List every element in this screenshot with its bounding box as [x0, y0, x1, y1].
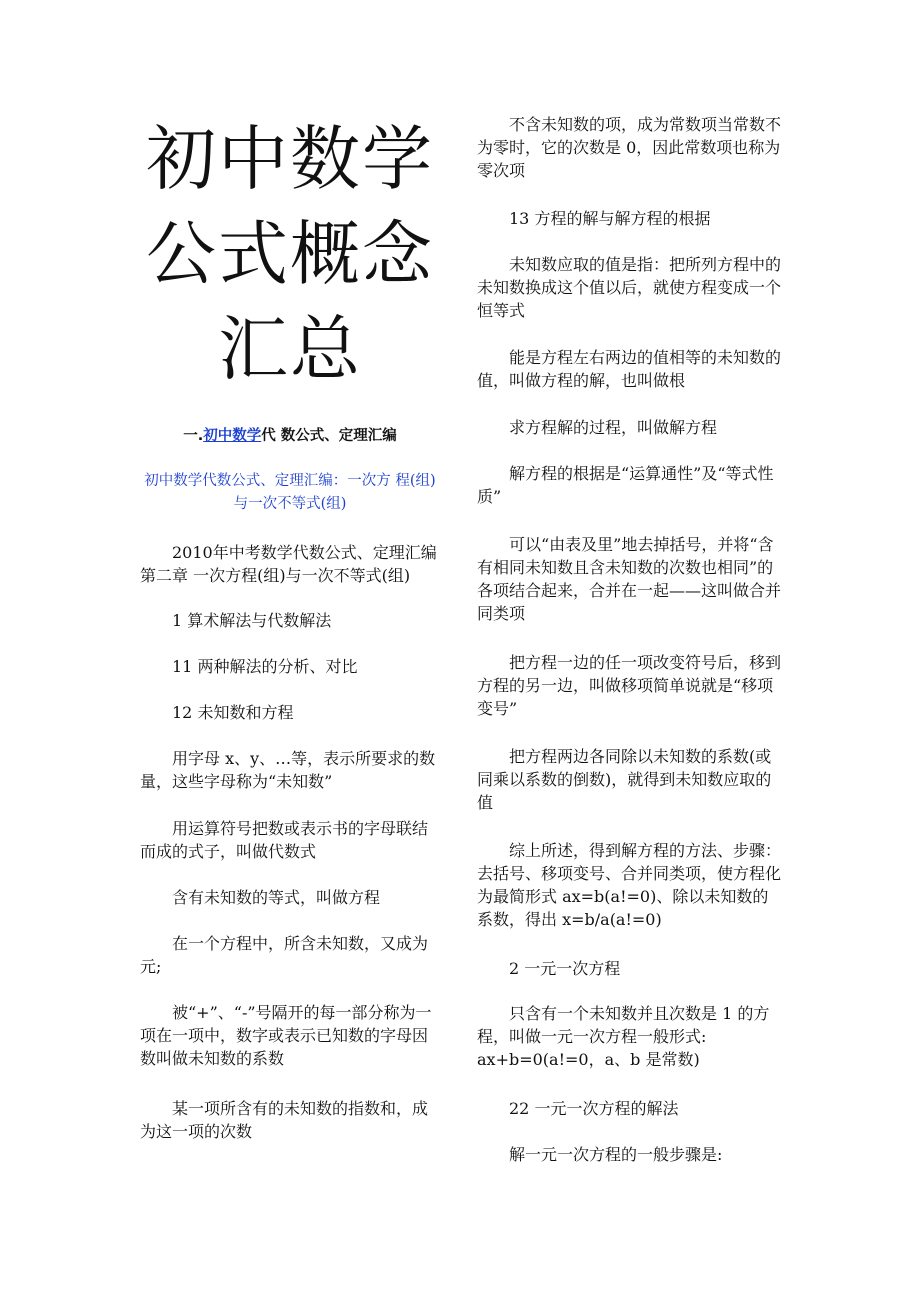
- right-paragraph: 13 方程的解与解方程的根据: [509, 209, 711, 228]
- section-heading-link[interactable]: 初中数学: [203, 428, 262, 444]
- left-paragraph: 1 算术解法与代数解法: [172, 611, 332, 630]
- document-title: [140, 112, 440, 397]
- right-paragraph: 不含未知数的项，成为常数项当常数不为零时，它的次数是 0，因此常数项也称为零次项: [477, 115, 782, 180]
- right-paragraph: 解一元一次方程的一般步骤是:: [509, 1145, 723, 1164]
- right-paragraph: 未知数应取的值是指：把所列方程中的未知数换成这个值以后，就使方程变成一个恒等式: [477, 255, 782, 320]
- left-paragraph: 用运算符号把数或表示书的字母联结而成的式子，叫做代数式: [140, 819, 429, 861]
- left-paragraph: 2010年中考数学代数公式、定理汇编第二章 一次方程(组)与一次不等式(组): [140, 543, 437, 585]
- title-line-2: 公式概念: [146, 213, 434, 295]
- left-paragraph: 被“+”、“-”号隔开的每一部分称为一项在一项中，数字或表示已知数的字母因数叫做未知数的系数: [140, 1003, 432, 1068]
- left-paragraph: 用字母 x、y、…等，表示所要求的数量，这些字母称为“未知数”: [140, 749, 436, 791]
- section-heading-suffix: 代 数公式、定理汇编: [261, 428, 397, 444]
- right-paragraph: 把方程两边各同除以未知数的系数(或同乘以系数的倒数)，就得到未知数应取的值: [477, 747, 772, 812]
- section-subtitle: 初中数学代数公式、定理汇编：一次方 程(组)与一次不等式(组): [144, 473, 436, 512]
- title-line-3: 汇总: [218, 308, 362, 390]
- right-paragraph: 可以“由表及里”地去掉括号，并将“含有相同未知数且含未知数的次数也相同”的各项结合起来，合并在一起——这叫做合并同类项: [477, 535, 782, 623]
- right-paragraph: 解方程的根据是“运算通性”及“等式性质”: [477, 464, 774, 506]
- right-paragraph: 求方程解的过程，叫做解方程: [509, 418, 718, 437]
- left-paragraph: 某一项所含有的未知数的指数和，成为这一项的次数: [140, 1099, 429, 1141]
- right-paragraph: 2 一元一次方程: [509, 959, 621, 978]
- left-paragraph: 含有未知数的等式，叫做方程: [172, 888, 381, 907]
- section-heading: [140, 424, 440, 445]
- left-paragraph: 11 两种解法的分析、对比: [172, 657, 358, 676]
- title-line-1: 初中数学: [146, 118, 434, 200]
- right-paragraph: 只含有一个未知数并且次数是 1 的方程，叫做一元一次方程一般形式: ax+b=0(a!=0，a、b 是常数): [477, 1004, 770, 1069]
- right-paragraph: 把方程一边的任一项改变符号后，移到方程的另一边，叫做移项简单说就是“移项变号”: [477, 653, 782, 718]
- left-paragraph: 12 未知数和方程: [172, 703, 294, 722]
- right-paragraph: 综上所述，得到解方程的方法、步骤：去括号、移项变号、合并同类项，使方程化为最简形式 ax=b(a!=0)、除以未知数的系数，得出 x=b/a(a!=0): [477, 841, 782, 929]
- section-heading-prefix: 一.: [183, 428, 204, 444]
- right-paragraph: 22 一元一次方程的解法: [509, 1099, 679, 1118]
- left-paragraph: 在一个方程中，所含未知数，又成为元;: [140, 934, 429, 976]
- right-paragraph: 能是方程左右两边的值相等的未知数的值，叫做方程的解，也叫做根: [477, 348, 782, 390]
